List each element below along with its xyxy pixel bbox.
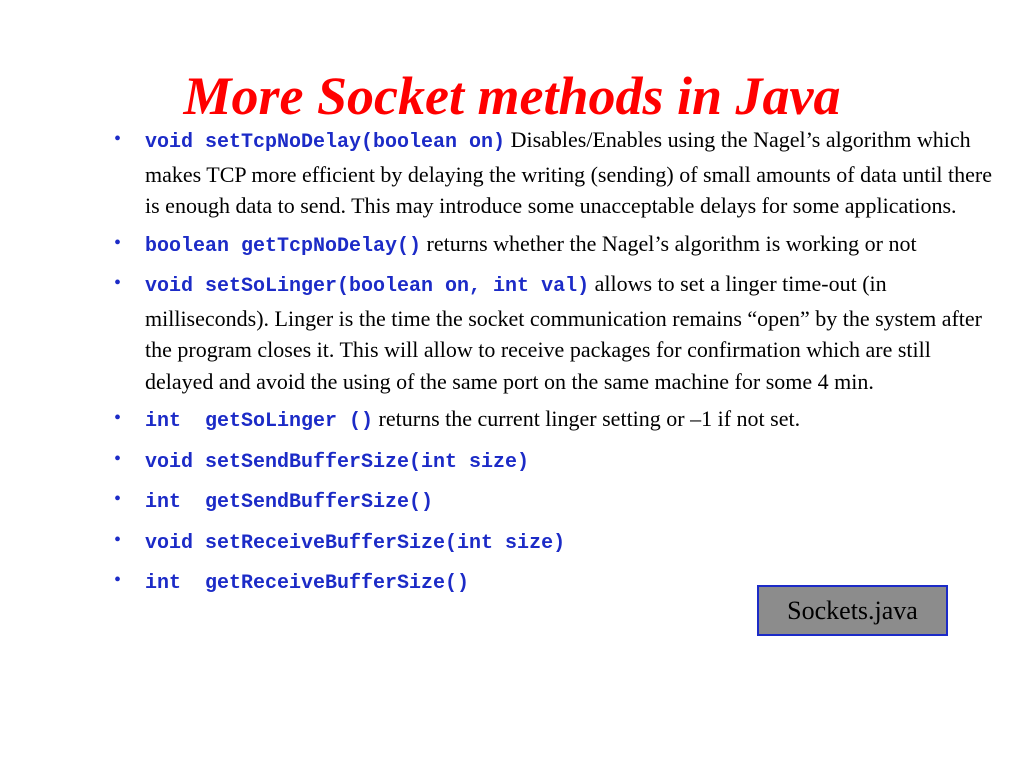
method-signature: int getSoLinger (): [145, 410, 374, 433]
method-description: returns the current linger setting or –1 if not set.: [378, 406, 801, 431]
list-item: [112, 484, 1002, 519]
list-item: [112, 403, 1002, 438]
method-description: allows to set a linger time-out (in milliseconds). Linger is the time the socket communication remains “open” by the system after the program closes it. This will allow to receive packages for confirmation which are still delayed and avoid the using of the same port on the same machine for some 4 min.: [145, 271, 982, 394]
method-description: returns whether the Nagel’s algorithm is working or not: [426, 230, 917, 256]
bullet-icon: •: [114, 447, 122, 470]
list-item: [112, 124, 1002, 222]
bullet-icon: •: [114, 231, 122, 254]
bullet-icon: •: [114, 528, 122, 551]
list-item: [112, 228, 1002, 263]
method-list: [112, 124, 1002, 606]
bullet-icon: •: [114, 569, 122, 591]
bullet-icon: •: [114, 488, 122, 510]
method-signature: int getSendBufferSize(): [145, 491, 434, 514]
method-signature: void setSendBufferSize(int size): [145, 450, 530, 474]
method-signature: void setReceiveBufferSize(int size): [145, 531, 566, 555]
method-signature: boolean getTcpNoDelay(): [145, 234, 422, 258]
list-item: [112, 525, 1002, 560]
bullet-icon: •: [114, 407, 122, 429]
file-label-box: [757, 585, 948, 636]
method-signature: void setSoLinger(boolean on, int val): [145, 275, 590, 298]
method-signature: int getReceiveBufferSize(): [145, 572, 470, 595]
slide-title: More Socket methods in Java: [183, 66, 841, 126]
bullet-icon: •: [114, 272, 122, 294]
list-item: [112, 444, 1002, 479]
method-signature: void setTcpNoDelay(boolean on): [145, 131, 506, 154]
method-description: Disables/Enables using the Nagel’s algorithm which makes TCP more efficient by delaying the writing (sending) of small amounts of data until there is enough data to send. This may introduce some unacceptable delays for some applications.: [145, 127, 993, 218]
file-label: Sockets.java: [787, 595, 918, 625]
bullet-icon: •: [114, 128, 122, 150]
list-item: [112, 268, 1002, 397]
